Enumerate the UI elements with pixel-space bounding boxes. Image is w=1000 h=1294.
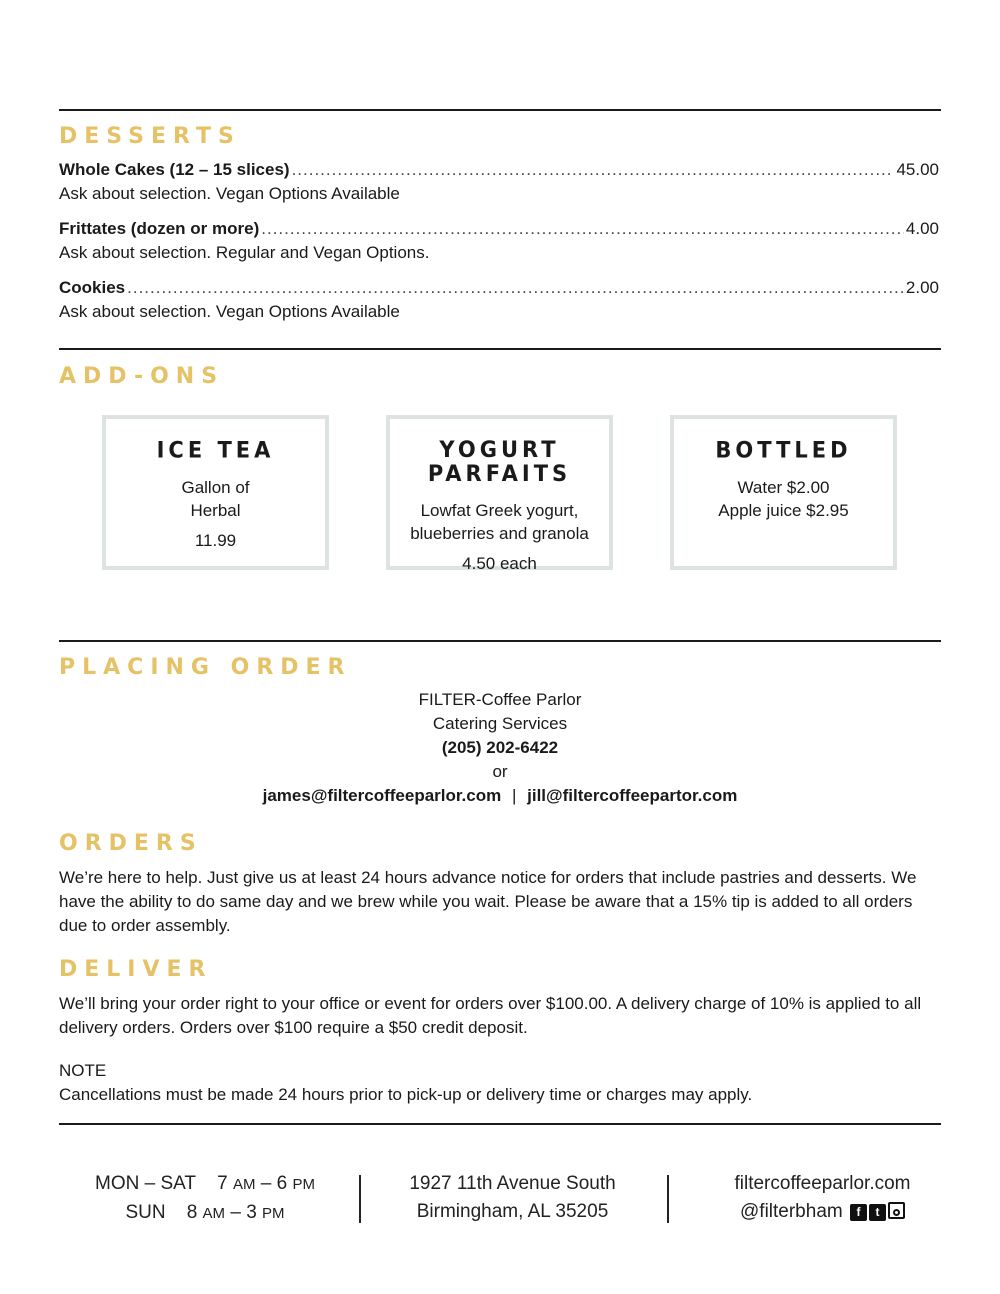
item-description: Ask about selection. Regular and Vegan Options. <box>59 243 430 262</box>
twitter-icon[interactable]: t <box>869 1204 886 1221</box>
item-description: Ask about selection. Vegan Options Available <box>59 184 400 203</box>
facebook-icon[interactable]: f <box>850 1204 867 1221</box>
addon-line: Herbal <box>190 501 241 520</box>
address-line: Birmingham, AL 35205 <box>416 1201 609 1222</box>
dot-leader <box>261 217 904 241</box>
addon-title: YOGURT PARFAITS <box>427 436 572 487</box>
addons-title: ADD-ONS <box>59 364 225 389</box>
service-name: Catering Services <box>432 714 568 733</box>
menu-item <box>59 158 939 206</box>
item-description: Ask about selection. Vegan Options Available <box>59 302 400 321</box>
phone-number[interactable]: (205) 202-6422 <box>441 738 559 757</box>
instagram-icon[interactable] <box>888 1202 905 1219</box>
menu-item <box>59 276 939 324</box>
addon-price: 11.99 <box>194 531 237 550</box>
business-hours <box>80 1170 330 1228</box>
dot-leader <box>127 276 904 300</box>
addon-line: Water $2.00 <box>737 478 830 497</box>
addon-line: Gallon of <box>181 478 250 497</box>
deliver-text: We’ll bring your order right to your office or event for orders over $100.00. A delivery charge of 10% is applied to all delivery orders. Orders over $100 require a $50 credit deposit. <box>59 994 922 1037</box>
orders-text: We’re here to help. Just give us at least 24 hours advance notice for orders that include pastries and desserts. We have the ability to do same day and we brew while you wait. Please be aware that a 15% tip is added to all orders due to order assembly. <box>59 868 917 935</box>
email-separator: | <box>511 786 517 805</box>
item-price: 45.00 <box>896 160 939 179</box>
footer-separator <box>667 1175 669 1223</box>
addon-line: blueberries and granola <box>410 524 589 543</box>
note-text: Cancellations must be made 24 hours prior to pick-up or delivery time or charges may apply. <box>59 1085 753 1104</box>
hours-row: SUN 8 AM – 3 PM <box>125 1202 285 1223</box>
deliver-title: DELIVER <box>59 957 213 982</box>
hours-row: MON – SAT 7 AM – 6 PM <box>95 1173 315 1194</box>
placing-order-title: PLACING ORDER <box>59 655 352 680</box>
company-name: FILTER-Coffee Parlor <box>418 690 582 709</box>
addon-line: Apple juice $2.95 <box>718 501 849 520</box>
note-block <box>59 1059 944 1107</box>
placing-divider <box>59 640 941 642</box>
or-text: or <box>492 762 508 781</box>
top-divider <box>59 109 941 111</box>
note-label: NOTE <box>59 1061 107 1080</box>
social-handle[interactable]: @filterbham <box>740 1201 843 1222</box>
item-price: 4.00 <box>905 219 939 238</box>
addon-box-yogurt-parfaits <box>386 415 613 573</box>
address <box>385 1170 640 1226</box>
addon-price: 4.50 each <box>462 554 537 573</box>
footer-divider <box>59 1123 941 1125</box>
desserts-title: DESSERTS <box>59 124 241 149</box>
address-line: 1927 11th Avenue South <box>409 1173 616 1194</box>
item-price: 2.00 <box>905 278 939 297</box>
addon-box-ice-tea <box>102 415 329 570</box>
email-link-james[interactable]: james@filtercoffeeparlor.com <box>262 786 502 805</box>
website-link[interactable]: filtercoffeeparlor.com <box>734 1173 911 1194</box>
menu-item <box>59 217 939 265</box>
addons-divider <box>59 348 941 350</box>
orders-title: ORDERS <box>59 831 203 856</box>
item-name: Frittates (dozen or more) <box>59 219 260 238</box>
footer-separator <box>359 1175 361 1223</box>
item-name: Cookies <box>59 278 126 297</box>
item-name: Whole Cakes (12 – 15 slices) <box>59 160 290 179</box>
addon-box-bottled <box>670 415 897 570</box>
dot-leader <box>292 158 895 182</box>
addon-title: ICE TEA <box>156 437 275 463</box>
addon-line: Lowfat Greek yogurt, <box>420 501 579 520</box>
web-social <box>700 1170 945 1226</box>
contact-block <box>0 688 1000 808</box>
addon-title: BOTTLED <box>715 437 852 463</box>
email-link-jill[interactable]: jill@filtercoffeepartor.com <box>527 786 738 805</box>
